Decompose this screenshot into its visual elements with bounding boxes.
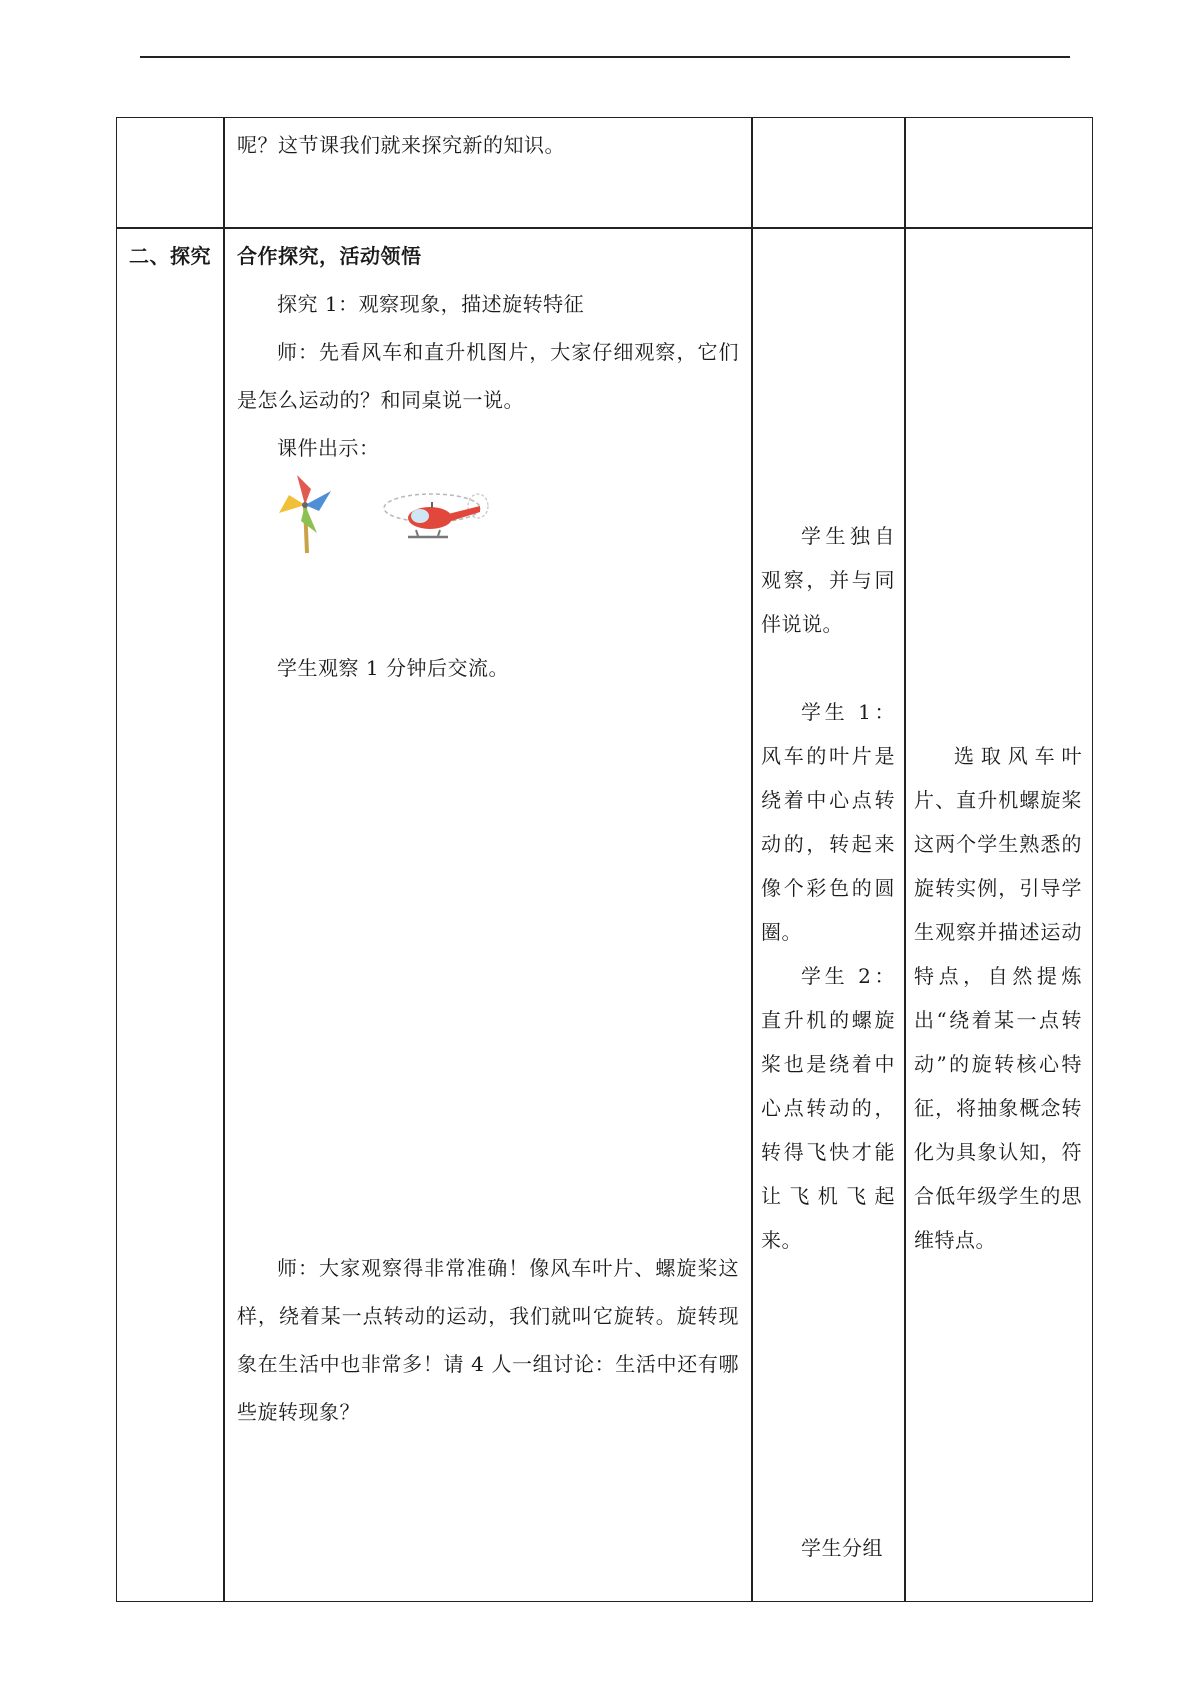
teacher-question: 师：先看风车和直升机图片，大家仔细观察，它们是怎么运动的？和同桌说一说。 (237, 340, 739, 412)
stage-label: 二、探究 (129, 244, 211, 268)
student-group: 学生分组 (801, 1536, 883, 1560)
design-intent: 选取风车叶片、直升机螺旋桨这两个学生熟悉的旋转实例，引导学生观察并描述运动特点，自然提炼出“绕着某一点转动”的旋转核心特征，将抽象概念转化为具象认知，符合低年级学生的思维特点。 (914, 744, 1082, 1252)
section-heading: 合作探究，活动领悟 (237, 244, 422, 268)
helicopter-image (382, 486, 492, 550)
column-divider (904, 118, 906, 1601)
student-1-answer: 学生 1：风车的叶片是绕着中心点转动的，转起来像个彩色的圆圈。 (761, 700, 895, 944)
teacher-summary: 师：大家观察得非常准确！像风车叶片、螺旋桨这样，绕着某一点转动的运动，我们就叫它旋转。旋转现象在生活中也非常多！请 4 人一组讨论：生活中还有哪些旋转现象？ (237, 1256, 739, 1424)
row-divider (117, 227, 1092, 229)
pinwheel-image (277, 469, 333, 555)
courseware-label: 课件出示： (277, 436, 380, 460)
lesson-table (116, 117, 1093, 1602)
explore-1-title: 探究 1：观察现象，描述旋转特征 (277, 292, 585, 316)
student-2-answer: 学生 2：直升机的螺旋桨也是绕着中心点转动的，转得飞快才能让飞机飞起来。 (761, 964, 895, 1252)
column-divider (751, 118, 753, 1601)
student-solo-observe: 学生独自观察，并与同伴说说。 (761, 524, 895, 636)
row1-content: 呢？这节课我们就来探究新的知识。 (237, 133, 565, 157)
column-divider (223, 118, 225, 1601)
header-rule (140, 56, 1070, 58)
observe-note: 学生观察 1 分钟后交流。 (277, 656, 509, 680)
